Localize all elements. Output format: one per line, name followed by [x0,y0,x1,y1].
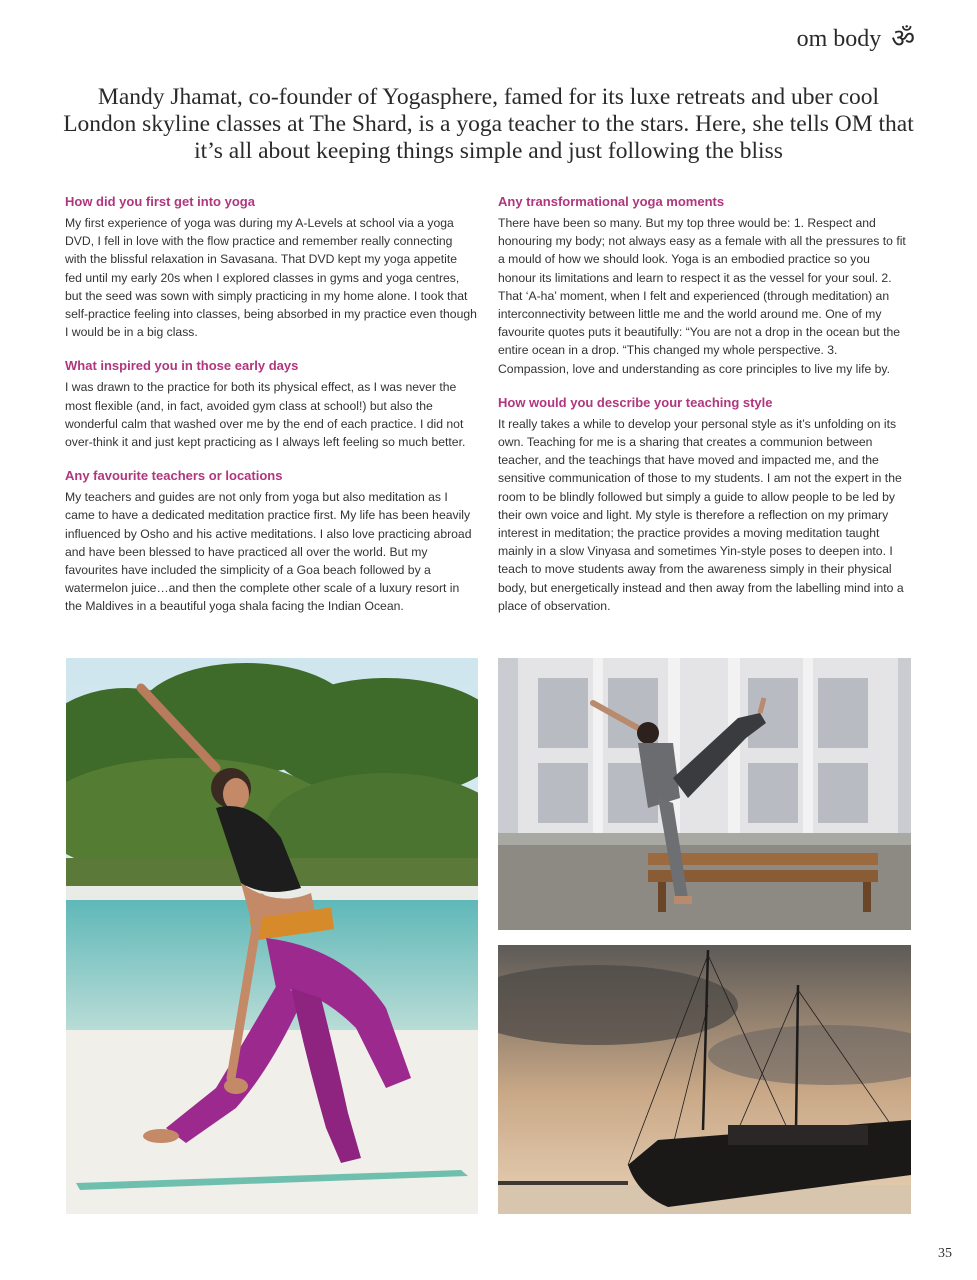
left-column [65,193,477,632]
om-symbol-icon: ॐ [891,24,915,54]
question-heading: Any favourite teachers or locations [65,468,283,484]
question-heading: How did you first get into yoga [65,194,255,209]
answer-text: My first experience of yoga was during my A-Levels at school via a yoga DVD, I fell in love with the flow practice and remember really connecting with the blissful relaxation in Savasana. That DVD kept my yoga appetite fed until my early 20s when I explored classes in gyms and yoga centres, but the seed was sown with simply practicing in my home alone. I took that self-practice feeling into classes, being absorbed in my practice even though I would be in a big class. [65,216,477,340]
question-heading: Any transformational yoga moments [498,194,725,209]
qa-block [65,193,477,341]
beach-yoga-photo [66,658,478,1214]
qa-block [65,467,477,615]
page-header [797,22,915,56]
section-name: om body [796,25,882,52]
sailing-ship-sunset-photo [498,945,911,1214]
question-heading: How would you describe your teaching style [498,394,773,410]
right-column [498,193,910,631]
question-heading: What inspired you in those early days [65,358,299,374]
answer-text: It really takes a while to develop your personal style as it’s unfolding on its own. Teaching for me is a sharing that creates a communion between teacher, and the teachings that have moved and impacted me, and the sensitive communication of those to my students. I am not the expert in the room to be blindly followed but simply a guide to allow people to be led by their own voice and light. My style is therefore a reflection on my primary interest in meditation; the practice provides a moving meditation taught mainly in a slow Vinyasa and sometimes Yin-style poses to deepen into. I teach to move students away from the awareness simply in their physical body, but energetically instead and then away from the labelling mind into a place of observation. [498,416,904,613]
rooftop-dancer-pose-photo [498,658,911,930]
answer-text: I was drawn to the practice for both its physical effect, as I was never the most flexible (and, in fact, avoided gym class at school!) but also the wonderful calm that washed over me by the end of each practice. I did not over-think it and just kept practicing as I always left feeling so much better. [65,380,466,450]
answer-text: There have been so many. But my top three would be: 1. Respect and honouring my body; not always easy as a female with all the pressures to fit a mould of how we should look. Yoga is an embodied practice so you honour its limitations and learn to respect it as the vessel for your soul. 2. That ‘A-ha’ moment, when I felt and experienced (through meditation) an interconnectivity between little me and the world around me. One of my favourite quotes puts it beautifully: “You are not a drop in the ocean but the entire ocean in a drop. “This changed my whole perspective. 3. Compassion, love and understanding as core principles to live my life by. [498,216,906,376]
answer-text: My teachers and guides are not only from yoga but also meditation as I came to have a dedicated meditation practice first. My life has been heavily influenced by Osho and his active meditations. I also love practicing abroad and have been blessed to have practiced all over the world. But my favourites have included the simplicity of a Goa beach followed by a watermelon juice…and then the complete other scale of a luxury resort in the Maldives in a beautiful yoga shala facing the Indian Ocean. [65,490,472,614]
qa-block [498,394,910,615]
qa-block [65,357,477,451]
intro-standfirst: Mandy Jhamat, co-founder of Yogasphere, famed for its luxe retreats and uber cool London skyline classes at The Shard, is a yoga teacher to the stars. Here, she tells OM that it’s all about keeping things simple and just following the bliss [63,84,914,164]
page-number: 35 [938,1246,952,1261]
qa-block [498,193,910,378]
